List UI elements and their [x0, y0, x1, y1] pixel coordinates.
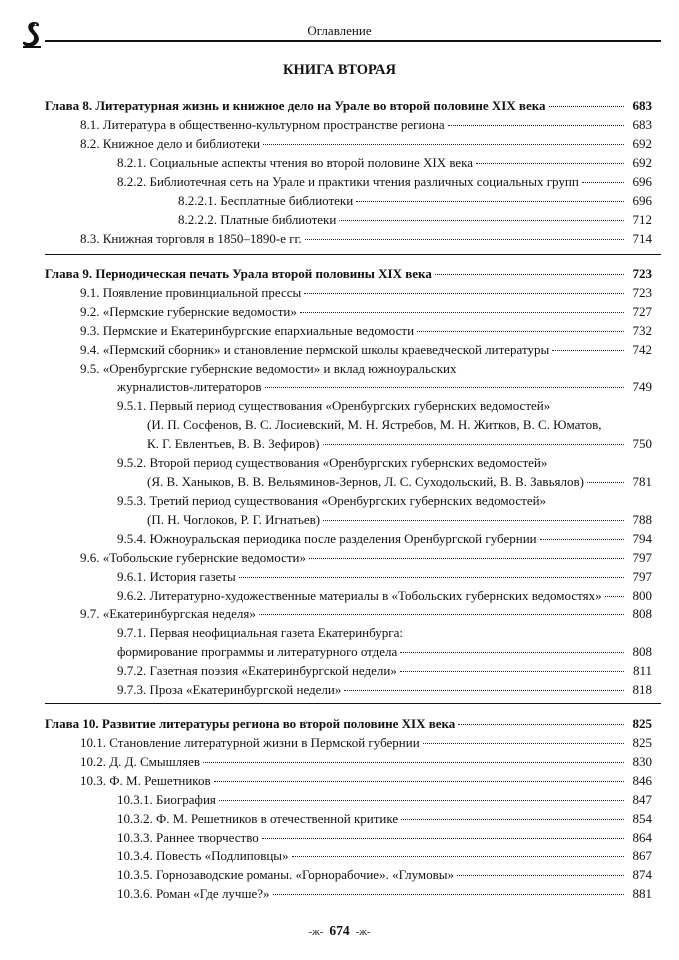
toc-page-number: 727 — [632, 304, 652, 319]
toc-entry[interactable] — [178, 191, 652, 210]
toc-page-number: 800 — [632, 588, 652, 603]
section-divider — [45, 254, 661, 255]
toc-page-number: 846 — [632, 773, 652, 788]
toc-entry[interactable] — [117, 828, 652, 847]
toc-entry[interactable] — [117, 377, 652, 396]
dot-leader — [356, 201, 624, 202]
dot-leader — [263, 144, 624, 145]
toc-entry-title: 8.1. Литература в общественно-культурном пространстве региона — [80, 117, 445, 132]
toc-entry-title: 9.5.1. Первый период существования «Оренбургских губернских ведомостей» — [117, 398, 551, 413]
toc-entry[interactable] — [80, 604, 652, 623]
dot-leader — [344, 690, 624, 691]
toc-entry-title: 8.2.2. Библиотечная сеть на Урале и практики чтения различных социальных групп — [117, 174, 579, 189]
toc-page-number: 825 — [632, 735, 652, 750]
dot-leader — [417, 331, 624, 332]
toc-page-number: 712 — [632, 212, 652, 227]
toc-entry-title: 10.1. Становление литературной жизни в Пермской губернии — [80, 735, 420, 750]
toc-entry-title: 9.1. Появление провинциальной прессы — [80, 285, 302, 300]
toc-entry[interactable] — [80, 115, 652, 134]
toc-entry-title: (И. П. Сосфенов, В. С. Лосиевский, М. Н. Ястребов, М. Н. Житков, В. С. Юматов, — [147, 417, 602, 432]
section-divider — [45, 703, 661, 704]
dot-leader — [292, 856, 624, 857]
toc-entry — [117, 623, 652, 642]
toc-entry-title: журналистов-литераторов — [117, 379, 262, 394]
toc-entry-title: 9.2. «Пермские губернские ведомости» — [80, 304, 297, 319]
toc-entry-title: 8.2.1. Социальные аспекты чтения во второй половине XIX века — [117, 155, 474, 170]
toc-entry-title: 10.3.3. Раннее творчество — [117, 830, 259, 845]
page-folio — [0, 923, 679, 939]
toc-page-number: 797 — [632, 569, 652, 584]
toc-page-number: 696 — [632, 193, 652, 208]
toc-entry — [117, 453, 652, 472]
toc-page-number: 723 — [632, 266, 652, 281]
toc-page-number: 788 — [632, 512, 652, 527]
toc-entry-title: 9.7.3. Проза «Екатеринбургской недели» — [117, 682, 342, 697]
toc-chapter[interactable] — [45, 714, 652, 733]
toc-entry-title: 9.5.4. Южноуральская периодика после разделения Оренбургской губернии — [117, 531, 537, 546]
toc-entry-title: 10.3.1. Биография — [117, 792, 216, 807]
dot-leader — [476, 163, 624, 164]
toc-page-number: 854 — [632, 811, 652, 826]
dot-leader — [587, 482, 624, 483]
dot-leader — [203, 762, 624, 763]
book-title: КНИГА ВТОРАЯ — [283, 62, 396, 78]
toc-entry-title: (Я. В. Ханыков, В. В. Вельяминов-Зернов, Л. С. Суходольский, В. В. Завьялов) — [147, 474, 584, 489]
dot-leader — [323, 520, 624, 521]
toc-page-number: 830 — [632, 754, 652, 769]
header-rule — [45, 40, 661, 42]
toc-entry-title: 10.3. Ф. М. Решетников — [80, 773, 211, 788]
toc-entry[interactable] — [117, 642, 652, 661]
toc-entry — [117, 396, 652, 415]
dot-leader — [305, 239, 624, 240]
toc-entry — [147, 415, 652, 434]
toc-entry-title: 9.7. «Екатеринбургская неделя» — [80, 606, 256, 621]
toc-entry[interactable] — [147, 434, 652, 453]
toc-page-number: 749 — [632, 379, 652, 394]
toc-page-number: 874 — [632, 867, 652, 882]
toc-entry[interactable] — [178, 210, 652, 229]
toc-entry[interactable] — [117, 153, 652, 172]
dot-leader — [339, 220, 624, 221]
toc-entry[interactable] — [117, 567, 652, 586]
toc-entry-title: 9.5. «Оренбургские губернские ведомости» и вклад южноуральских — [80, 361, 457, 376]
toc-entry[interactable] — [80, 229, 652, 248]
toc-entry[interactable] — [117, 586, 652, 605]
dot-leader — [309, 558, 624, 559]
toc-entry-title: Глава 8. Литературная жизнь и книжное дело на Урале во второй половине XIX века — [45, 98, 546, 113]
toc-entry[interactable] — [117, 661, 652, 680]
ornament-right-icon: -ж- — [355, 926, 371, 938]
toc-entry-title: 9.4. «Пермский сборник» и становление пермской школы краеведческой литературы — [80, 342, 550, 357]
running-head: Оглавление — [307, 23, 372, 38]
dot-leader — [273, 894, 624, 895]
toc-entry-title: 10.2. Д. Д. Смышляев — [80, 754, 201, 769]
toc-entry — [80, 359, 652, 378]
dot-leader — [605, 596, 624, 597]
toc-entry-title: Глава 10. Развитие литературы региона во второй половине XIX века — [45, 716, 456, 731]
toc-page-number: 683 — [632, 98, 652, 113]
toc-page-number: 881 — [632, 886, 652, 901]
toc-entry[interactable] — [80, 302, 652, 321]
toc-page-number: 683 — [632, 117, 652, 132]
toc-page-number: 808 — [632, 644, 652, 659]
dot-leader — [401, 819, 624, 820]
toc-entry[interactable] — [80, 340, 652, 359]
dot-leader — [423, 743, 624, 744]
dot-leader — [435, 274, 624, 275]
toc-entry-title: 9.6.1. История газеты — [117, 569, 236, 584]
toc-entry-title: формирование программы и литературного отдела — [117, 644, 398, 659]
toc-page-number: 825 — [632, 716, 652, 731]
toc-entry-title: 9.6. «Тобольские губернские ведомости» — [80, 550, 307, 565]
toc-entry-title: (П. Н. Чоглоков, Р. Г. Игнатьев) — [147, 512, 321, 527]
toc-entry-title: 9.3. Пермские и Екатеринбургские епархиальные ведомости — [80, 323, 415, 338]
toc-page-number: 847 — [632, 792, 652, 807]
dot-leader — [219, 800, 624, 801]
toc-entry-title: 10.3.2. Ф. М. Решетников в отечественной критике — [117, 811, 399, 826]
toc-entry-title: 10.3.6. Роман «Где лучше?» — [117, 886, 270, 901]
toc-entry-title: 9.5.3. Третий период существования «Оренбургских губернских ведомостей» — [117, 493, 547, 508]
toc-page-number: 818 — [632, 682, 652, 697]
toc-page-number: 781 — [632, 474, 652, 489]
toc-entry-title: 10.3.5. Горнозаводские романы. «Горнорабочие». «Глумовы» — [117, 867, 455, 882]
toc-entry[interactable] — [117, 846, 652, 865]
dot-leader — [540, 539, 624, 540]
dot-leader — [549, 106, 624, 107]
toc-entry-title: 8.3. Книжная торговля в 1850–1890-е гг. — [80, 231, 302, 246]
toc-page-number: 696 — [632, 174, 652, 189]
toc-entry[interactable] — [147, 510, 652, 529]
toc-entry[interactable] — [117, 884, 652, 903]
toc-entry-title: 9.7.2. Газетная поэзия «Екатеринбургской недели» — [117, 663, 397, 678]
dot-leader — [448, 125, 624, 126]
toc-entry-title: 8.2.2.2. Платные библиотеки — [178, 212, 337, 227]
toc-entry[interactable] — [80, 134, 652, 153]
toc-page-number: 692 — [632, 136, 652, 151]
toc-entry[interactable] — [80, 752, 652, 771]
toc-entry-title: 9.5.2. Второй период существования «Оренбургских губернских ведомостей» — [117, 455, 548, 470]
toc-page-number: 811 — [632, 663, 652, 678]
toc-entry[interactable] — [117, 680, 652, 699]
toc-entry-title: 10.3.4. Повесть «Подлиповцы» — [117, 848, 289, 863]
dot-leader — [323, 444, 625, 445]
toc-chapter[interactable] — [45, 264, 652, 283]
dot-leader — [582, 182, 624, 183]
toc-entry[interactable] — [80, 283, 652, 302]
toc-page-number: 808 — [632, 606, 652, 621]
dot-leader — [259, 614, 624, 615]
toc-entry[interactable] — [80, 771, 652, 790]
dot-leader — [265, 387, 625, 388]
toc-entry-title: К. Г. Евлентьев, В. В. Зефиров) — [147, 436, 320, 451]
toc-page-number: 864 — [632, 830, 652, 845]
toc-entry[interactable] — [117, 809, 652, 828]
toc-entry[interactable] — [117, 172, 652, 191]
toc-page-number: 692 — [632, 155, 652, 170]
toc-entry-title: 8.2. Книжное дело и библиотеки — [80, 136, 261, 151]
toc-page-number: 723 — [632, 285, 652, 300]
toc-entry-title: Глава 9. Периодическая печать Урала второй половины XIX века — [45, 266, 432, 281]
toc-entry-title: 8.2.2.1. Бесплатные библиотеки — [178, 193, 354, 208]
dot-leader — [400, 671, 624, 672]
dot-leader — [458, 724, 624, 725]
toc-entry-title: 9.7.1. Первая неофициальная газета Екатеринбурга: — [117, 625, 403, 640]
dot-leader — [239, 577, 624, 578]
dot-leader — [552, 350, 624, 351]
dot-leader — [400, 652, 624, 653]
toc-page-number: 797 — [632, 550, 652, 565]
dot-leader — [304, 293, 624, 294]
ornament-left-icon: -ж- — [308, 926, 324, 938]
toc-page-number: 742 — [632, 342, 652, 357]
toc-entry[interactable] — [80, 733, 652, 752]
toc-entry — [117, 491, 652, 510]
toc-entry[interactable] — [117, 865, 652, 884]
toc-page-number: 867 — [632, 848, 652, 863]
page-number: 674 — [329, 923, 350, 938]
dot-leader — [300, 312, 624, 313]
toc-entry-title: 9.6.2. Литературно-художественные материалы в «Тобольских губернских ведомостях» — [117, 588, 602, 603]
dot-leader — [457, 875, 624, 876]
dot-leader — [262, 838, 624, 839]
toc-entry[interactable] — [80, 321, 652, 340]
toc-entry[interactable] — [80, 548, 652, 567]
toc-page-number: 714 — [632, 231, 652, 246]
toc-entry[interactable] — [117, 529, 652, 548]
toc-entry[interactable] — [117, 790, 652, 809]
toc-page-number: 750 — [632, 436, 652, 451]
toc-page-number: 732 — [632, 323, 652, 338]
toc-entry[interactable] — [147, 472, 652, 491]
toc-chapter[interactable] — [45, 96, 652, 115]
toc-page-number: 794 — [632, 531, 652, 546]
dot-leader — [214, 781, 624, 782]
